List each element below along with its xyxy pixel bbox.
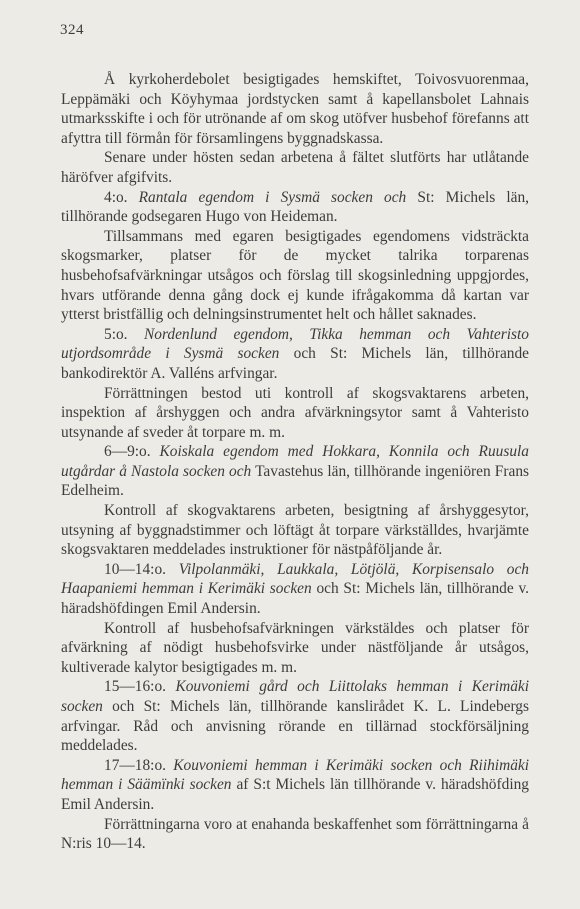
page-number: 324: [60, 22, 84, 38]
text-run: Senare under hösten sedan arbetena å fältet slutförts har utlåtande häröfver afgifvits.: [61, 149, 529, 186]
text-run: Å kyrkoherdebolet besigtigades hemskiftet, Toivosvuorenmaa, Leppämäki och Köyhymaa jordstycken samt å kapellansbolet Lahnais utmarksskifte i och för utrönande af om skog utöfver husbehof förefanns att afyttra till förmån för församlingens byggnadskassa.: [61, 71, 529, 147]
paragraph: [61, 325, 529, 384]
text-run: 6—9:o.: [104, 443, 160, 461]
text-run: Tillsammans med egaren besigtigades egendomens vidsträckta skogsmarker, platser för de mycket talrika torparenas husbehofsafvärkningar utsågos och förslag till skogsinledning uppgjordes, hvars utförande denna gång dock ej kunde ifrågakomma då kartan var ytterst bristfällig och delningsinstrumentet helt och hållet saknades.: [61, 227, 529, 324]
italic-text-run: Koiskala egendom med Hokkara, Konnila och Ruusula utgårdar å Nastola socken och: [61, 443, 529, 480]
text-run: Förrättningen bestod uti kontroll af skogsvaktarens arbeten, inspektion af årshyggen och andra afvärkningsytor samt å Vahteristo utsynande af sveder åt torpare m. m.: [61, 384, 529, 441]
italic-text-run: Nordenlund egendom, Tikka hemman och Vahteristo utjordsområde i Sysmä socken: [61, 325, 529, 363]
paragraph: [61, 227, 529, 325]
paragraph: [61, 148, 529, 187]
italic-text-run: Kouvoniemi gård och Liittolaks hemman i Kerimäki socken: [61, 678, 529, 715]
paragraph: [61, 756, 529, 815]
text-run: 5:o.: [104, 325, 145, 343]
paragraph: [61, 619, 529, 678]
paragraph: [61, 188, 529, 227]
paragraph: [61, 442, 529, 501]
text-run: St: Michels län, tillhörande godsegaren Hugo von Heideman.: [61, 188, 529, 226]
text-run: 15—16:o.: [104, 678, 176, 696]
paragraph: [61, 815, 529, 854]
text-run: och St: Michels län, tillhörande kanslirådet K. L. Lindebergs arfvingar. Råd och anvisning rörande en tillärnad stockförsäljning meddelades.: [61, 698, 529, 755]
paragraph: [61, 70, 529, 148]
text-run: 17—18:o.: [104, 756, 174, 774]
text-run: Tavastehus län, tillhörande ingeniören Frans Edelheim.: [61, 462, 530, 500]
paragraph: [61, 677, 529, 755]
italic-text-run: Vilpolanmäki, Laukkala, Lötjölä, Korpisensalo och Haapaniemi hemman i Kerimäki socken: [61, 560, 529, 598]
text-run: 10—14:o.: [104, 560, 179, 578]
paragraph: [61, 501, 529, 560]
paragraph: [61, 560, 529, 619]
italic-text-run: Kouvoniemi hemman i Kerimäki socken och Riihimäki hemman i Säämïnki socken: [61, 756, 529, 794]
text-run: och St: Michels län, tillhörande v. häradshöfdingen Emil Andersin.: [61, 580, 529, 618]
text-run: Kontroll af husbehofsafvärkningen värkstäldes och platser för afvärkning af nödigt husbehofsvirke under nästföljande år utsågos, kultiverade kalytor besigtigades m. m.: [61, 619, 529, 676]
text-run: Kontroll af skogvaktarens arbeten, besigtning af årshyggesytor, utsyning af byggnadstimmer och löftägt åt torpare värkställdes, hvarjämte skogsvaktaren meddelades instruktioner för nästpåföljande år.: [61, 502, 529, 559]
paragraph: [61, 384, 529, 443]
text-run: af S:t Michels län tillhörande v. häradshöfding Emil Andersin.: [61, 776, 529, 813]
italic-text-run: Rantala egendom i Sysmä socken och: [138, 188, 407, 206]
text-run: Förrättningarna voro at enahanda beskaffenhet som förrättningarna å N:ris 10—14.: [61, 815, 529, 853]
body-text: [61, 70, 529, 854]
text-run: 4:o.: [104, 188, 139, 206]
text-run: och St: Michels län, tillhörande bankodirektör A. Valléns arfvingar.: [61, 345, 529, 382]
